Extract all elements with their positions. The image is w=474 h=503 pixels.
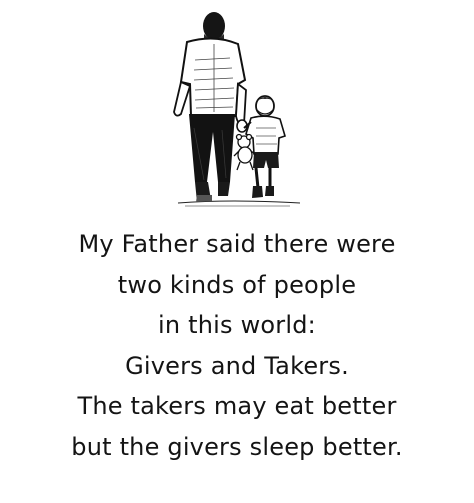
quote-line-4: Givers and Takers. [125,351,349,380]
quote-line-1: My Father said there were [78,230,396,258]
quote-line-2: two kinds of people [117,270,357,299]
child-figure [244,96,285,198]
quote-line-5: The takers may eat better [77,392,397,421]
father-figure [174,12,247,202]
quote-line-3: in this world: [158,311,316,340]
father-and-child-illustration [0,0,474,215]
quote-line-6: but the givers sleep better. [71,432,403,461]
quote-text [0,224,474,468]
